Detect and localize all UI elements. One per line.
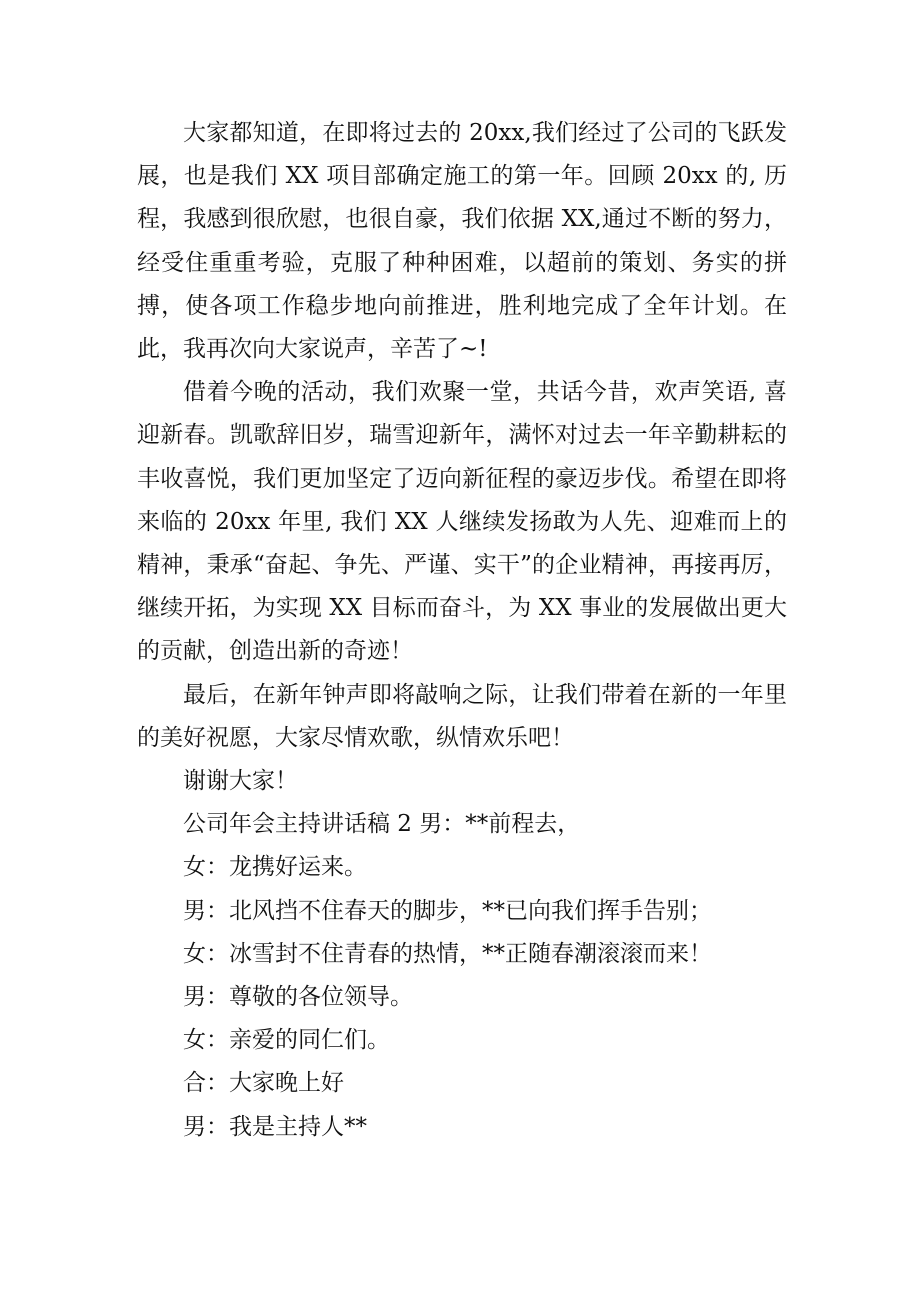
line-dialogue: 女：亲爱的同仁们。 xyxy=(183,1027,390,1054)
document-body xyxy=(137,112,787,1149)
paragraph-celebration: 借着今晚的活动，我们欢聚一堂，共话今昔，欢声笑语, 喜迎新春。凯歌辞旧岁，瑞雪迎新年，满怀对过去一年辛勤耕耘的丰收喜悦，我们更加坚定了迈向新征程的豪迈步伐。希望在即将来临的 20xx 年里, 我们 XX 人继续发扬敢为人先、迎难而上的精神，秉承“奋起、争先、严谨、实干”的企业精神，再接再厉，继续开拓，为实现 XX 目标而奋斗，为 XX 事业的发展做出更大的贡献，创造出新的奇迹！ xyxy=(137,379,787,665)
paragraph-closing: 最后，在新年钟声即将敲响之际，让我们带着在新的一年里的美好祝愿，大家尽情欢歌，纵情欢乐吧！ xyxy=(137,681,787,751)
line-dialogue: 男：我是主持人** xyxy=(183,1113,367,1140)
line-dialogue: 女：龙携好运来。 xyxy=(183,854,367,881)
line-dialogue: 合：大家晚上好 xyxy=(183,1070,344,1097)
line-dialogue: 男：北风挡不住春天的脚步，**已向我们挥手告别； xyxy=(183,897,712,924)
line-thanks: 谢谢大家！ xyxy=(183,768,298,795)
line-dialogue: 男：尊敬的各位领导。 xyxy=(183,984,413,1011)
line-dialogue: 女：冰雪封不住青春的热情，**正随春潮滚滚而来！ xyxy=(183,940,712,967)
line-script-title: 公司年会主持讲话稿 2 男：**前程去， xyxy=(183,811,581,838)
paragraph-intro: 大家都知道，在即将过去的 20xx,我们经过了公司的飞跃发展，也是我们 XX 项目部确定施工的第一年。回顾 20xx 的, 历程，我感到很欣慰，也很自豪，我们依据 XX,通过不断的努力，经受住重重考验，克服了种种困难，以超前的策划、务实的拼搏，使各项工作稳步地向前推进，胜利地完成了全年计划。在此，我再次向大家说声，辛苦了~! xyxy=(137,120,787,363)
